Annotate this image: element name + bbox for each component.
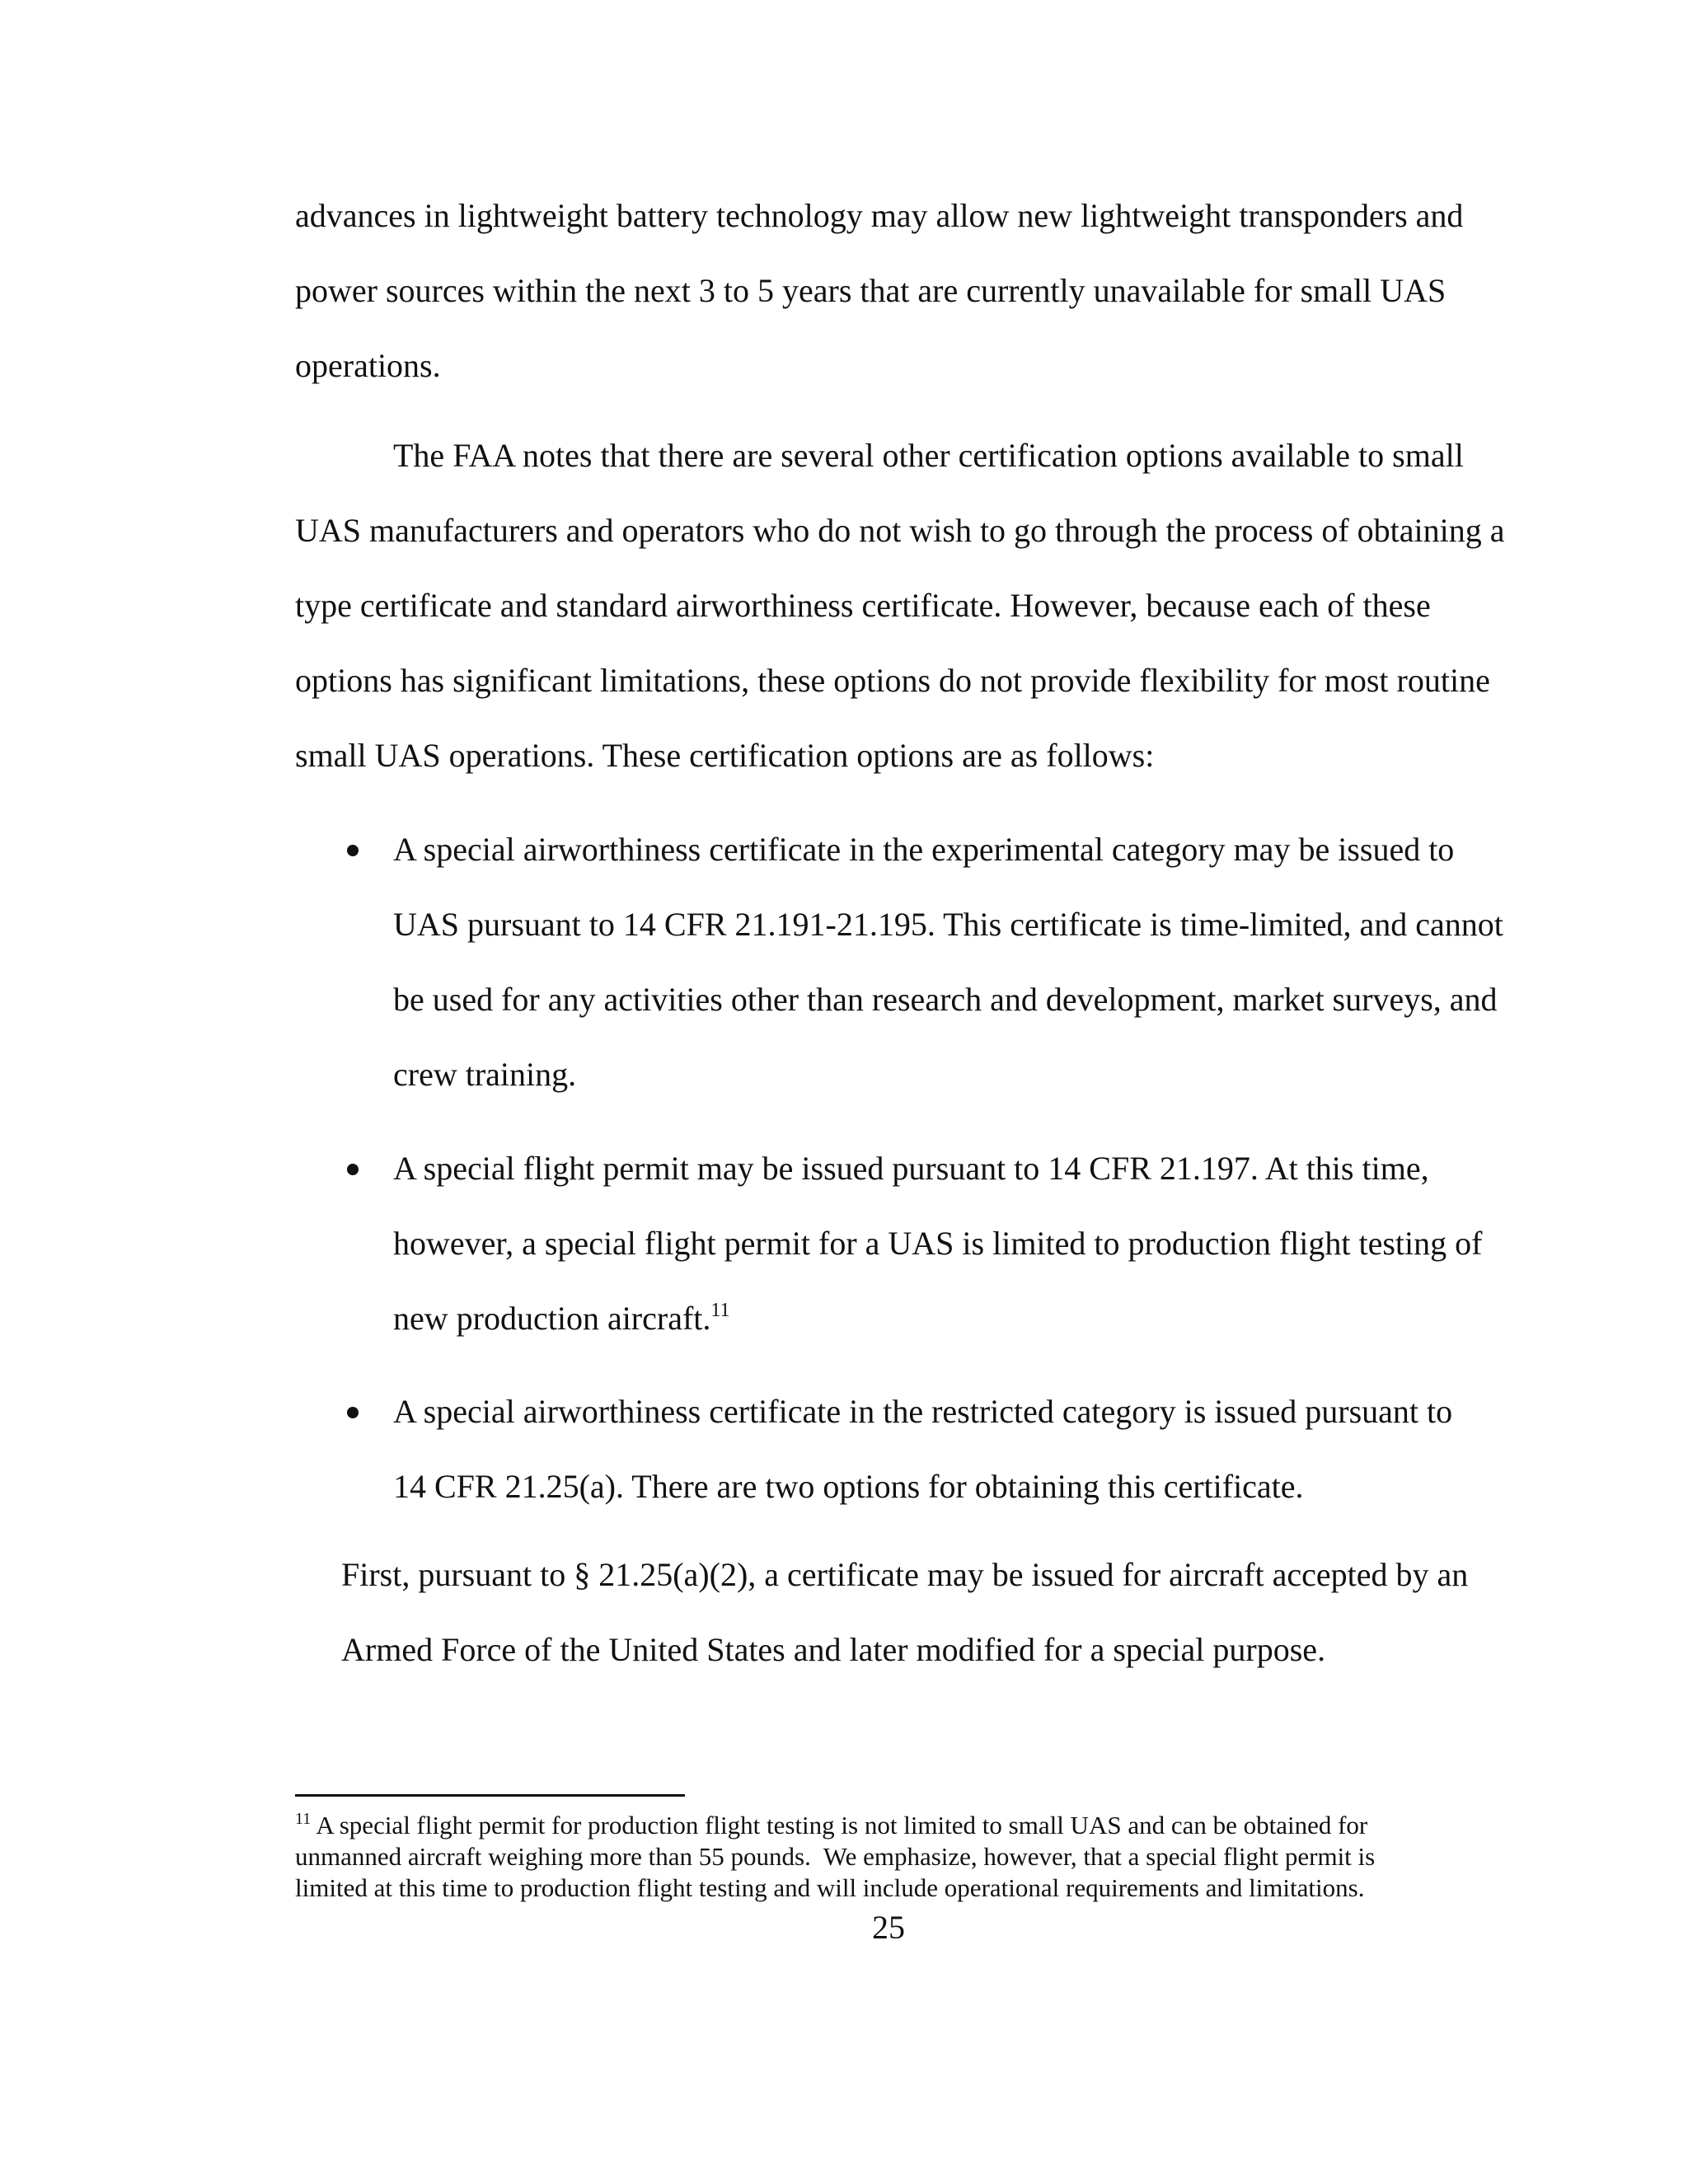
text-line: options has significant limitations, these options do not provide flexibility for most routine [295, 662, 1490, 699]
footnote-line: limited at this time to production flight testing and will include operational requirements and limitations. [295, 1873, 1365, 1902]
text-line: advances in lightweight battery technology may allow new lightweight transponders and [295, 197, 1464, 234]
footnote-separator [295, 1794, 685, 1797]
text-line-content: new production aircraft. [393, 1300, 711, 1337]
text-line: type certificate and standard airworthiness certificate. However, because each of these [295, 587, 1431, 624]
text-line: small UAS operations. These certification options are as follows: [295, 737, 1155, 774]
text-line: UAS manufacturers and operators who do not wish to go through the process of obtaining a [295, 512, 1505, 549]
text-line [393, 1299, 730, 1338]
text-line: UAS pursuant to 14 CFR 21.191-21.195. This certificate is time-limited, and cannot [393, 906, 1503, 943]
text-line: be used for any activities other than research and development, market surveys, and [393, 981, 1498, 1018]
text-line: A special flight permit may be issued pursuant to 14 CFR 21.197. At this time, [393, 1150, 1429, 1187]
text-line: however, a special flight permit for a UAS is limited to production flight testing of [393, 1225, 1483, 1262]
footnote-text: A special flight permit for production flight testing is not limited to small UAS and can be obtained for [316, 1811, 1368, 1840]
footnote-line: unmanned aircraft weighing more than 55 pounds. We emphasize, however, that a special flight permit is [295, 1842, 1376, 1871]
text-line: A special airworthiness certificate in the restricted category is issued pursuant to [393, 1393, 1453, 1430]
footnote-number: 11 [295, 1810, 312, 1828]
page-number: 25 [872, 1909, 905, 1946]
footnote-line [295, 1810, 1367, 1841]
text-line: crew training. [393, 1056, 577, 1093]
text-line: Armed Force of the United States and later modified for a special purpose. [341, 1631, 1326, 1668]
text-line: 14 CFR 21.25(a). There are two options for obtaining this certificate. [393, 1468, 1304, 1505]
bullet-icon [347, 1164, 359, 1175]
text-line: operations. [295, 347, 441, 384]
bullet-icon [347, 845, 359, 856]
text-line: A special airworthiness certificate in the experimental category may be issued to [393, 831, 1455, 868]
bullet-icon [347, 1407, 359, 1418]
footnote-reference[interactable]: 11 [710, 1300, 730, 1321]
text-line: First, pursuant to § 21.25(a)(2), a certificate may be issued for aircraft accepted by an [341, 1556, 1469, 1593]
text-line: power sources within the next 3 to 5 years that are currently unavailable for small UAS [295, 272, 1447, 309]
text-line: The FAA notes that there are several other certification options available to small [393, 437, 1464, 474]
